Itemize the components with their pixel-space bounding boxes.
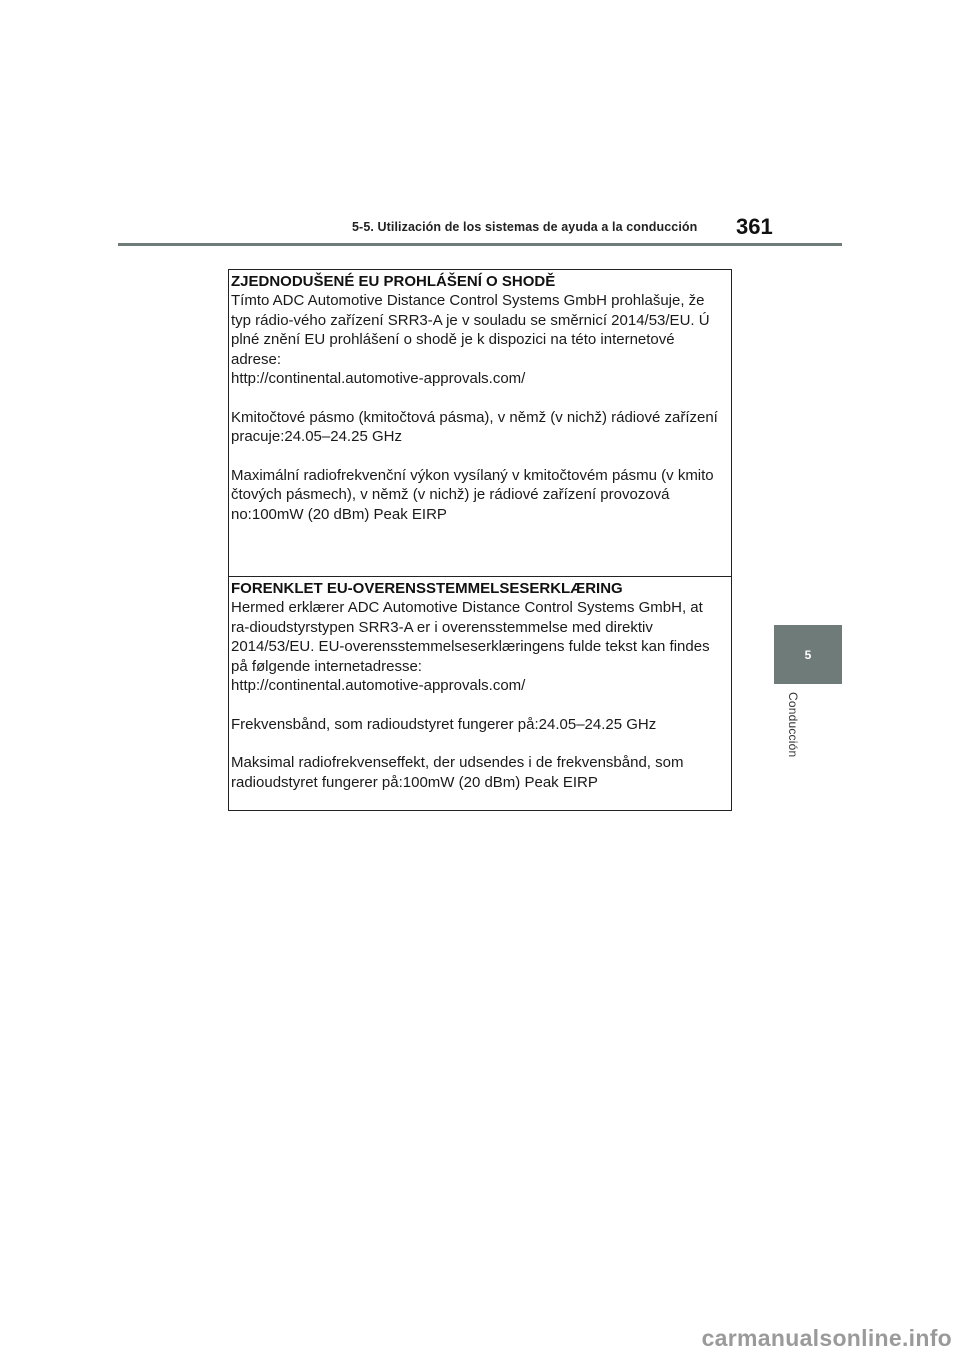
header-divider [118,243,842,246]
text-line: Hermed erklærer ADC Automotive Distance Control Systems GmbH, at [231,599,703,616]
page-number: 361 [736,214,773,239]
czech-declaration-title: ZJEDNODUŠENÉ EU PROHLÁŠENÍ O SHODĚ [231,273,556,290]
text-line: http://continental.automotive-approvals.com/ [231,370,526,387]
section-heading: 5-5. Utilización de los sistemas de ayuda a la conducción [352,220,698,234]
text-line: 2014/53/EU. EU-overensstemmelseserklæringens fulde tekst kan findes [231,638,710,655]
text-line: Frekvensbånd, som radioudstyret fungerer på:24.05–24.25 GHz [231,715,657,733]
text-line: radioudstyret fungerer på:100mW (20 dBm) Peak EIRP [231,773,598,791]
text-line: http://continental.automotive-approvals.com/ [231,677,526,694]
chapter-tab-number: 5 [804,647,812,662]
text-line: no:100mW (20 dBm) Peak EIRP [231,505,447,523]
chapter-tab [774,625,842,684]
declaration-boxes [228,269,732,811]
danish-declaration-paragraph-3 [231,753,731,792]
text-line: adrese: [231,350,282,368]
text-line: Kmitočtové pásmo (kmitočtová pásma), v němž (v nichž) rádiové zařízení [231,408,718,426]
chapter-tab-label-wrap [786,692,802,782]
text-line: čtových pásmech), v němž (v nichž) je rádiové zařízení provozová [231,486,670,503]
chapter-tab-label: Conducción [786,692,800,758]
text-line: typ rádio-vého zařízení SRR3-A je v souladu se směrnicí 2014/53/EU. Ú [231,311,710,329]
danish-declaration-paragraph-2 [231,715,731,735]
czech-declaration-paragraph-3 [231,466,731,525]
text-line: på følgende internetadresse: [231,657,422,675]
text-line: Tímto ADC Automotive Distance Control Systems GmbH prohlašuje, že [231,292,705,309]
danish-declaration-title: FORENKLET EU-OVERENSSTEMMELSESERKLÆRING [231,580,623,597]
czech-declaration-paragraph-2 [231,408,731,447]
text-line: plné znění EU prohlášení o shodě je k dispozici na této internetové [231,331,675,348]
text-line: pracuje:24.05–24.25 GHz [231,428,402,445]
text-line: Maksimal radiofrekvenseffekt, der udsendes i de frekvensbånd, som [231,754,684,771]
text-line: Maximální radiofrekvenční výkon vysílaný v kmitočtovém pásmu (v kmito [231,466,714,484]
czech-declaration-paragraph-1 [231,291,731,389]
site-watermark: carmanualsonline.info [701,1325,952,1351]
text-line: ra-dioudstyrstypen SRR3-A er i overensstemmelse med direktiv [231,618,653,636]
danish-declaration-paragraph-1 [231,598,731,696]
danish-declaration-box [229,576,731,810]
czech-declaration-box [229,270,731,576]
